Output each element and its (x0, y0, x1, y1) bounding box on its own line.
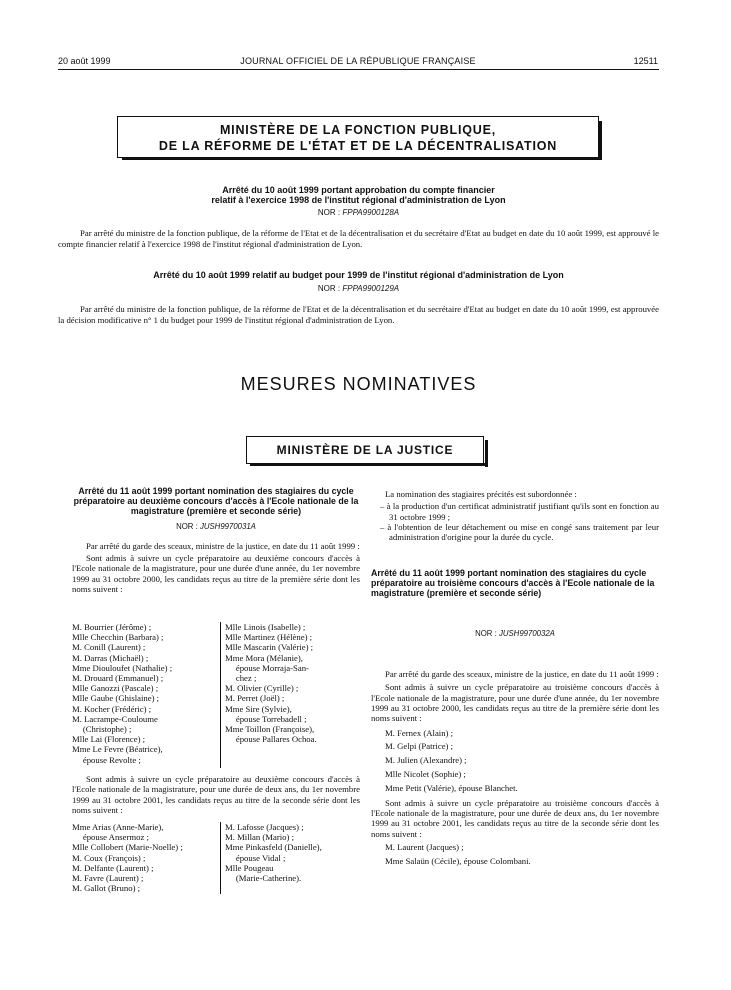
nor-label: NOR : (317, 284, 341, 293)
arrete2-text: Par arrêté du ministre de la fonction publique, de la réforme de l'Etat et de la décentralisation et du secrétaire d'Etat au budget en date du 10 août 1999, est approuvée la décision modificative n° 1 du budget pour 1999 de l'institut régional d'administration de Lyon. (58, 304, 659, 325)
right-p2: Par arrêté du garde des sceaux, ministre de la justice, en date du 11 août 1999 : (385, 669, 659, 680)
ministry-line-1: MINISTÈRE DE LA FONCTION PUBLIQUE, (219, 123, 497, 137)
name-entry: (Marie-Catherine). (225, 873, 302, 884)
nor-code: FPPA9900129A (342, 284, 400, 293)
name-entry: M. Conill (Laurent) ; (72, 642, 146, 653)
header-rule (58, 69, 659, 70)
name-entry: épouse Torrebadell ; (225, 713, 307, 724)
right-p3: Sont admis à suivre un cycle préparatoire au troisième concours d'accès à l'Ecole nationale de la magistrature, pour une durée d'une année, du 1er novembre 1999 au 31 octobre 2000, les candidats reçus au titre de la première série dont les noms suivent : (371, 682, 659, 724)
name-entry: M. Darras (Michaël) ; (72, 652, 149, 663)
names-list-1a (72, 622, 172, 765)
ministry-justice-label: MINISTÈRE DE LA JUSTICE (276, 443, 454, 457)
name-entry: épouse Ansermoz ; (72, 832, 149, 843)
name-entry: M. Laurent (Jacques) ; (385, 841, 464, 852)
name-entry: Mlle Nicolet (Sophie) ; (385, 769, 466, 780)
page-number: 12511 (633, 56, 658, 66)
name-entry: M. Favre (Laurent) ; (72, 873, 144, 884)
name-entry: chez ; (225, 673, 257, 684)
name-entry: Mme Toillon (Françoise), (225, 724, 315, 735)
right-names-list-2 (371, 841, 659, 869)
name-entry: Mme Mora (Mélanie), (225, 652, 303, 663)
arrete2-title: Arrêté du 10 août 1999 relatif au budget pour 1999 de l'institut régional d'administration de Lyon (153, 270, 564, 280)
name-entry: Mme Sire (Sylvie), (225, 703, 292, 714)
name-entry: épouse Revolte ; (72, 754, 141, 765)
name-entry: épouse Morraja-San- (225, 662, 309, 673)
box-shadow-right (599, 121, 602, 160)
right-column (371, 489, 659, 868)
ministry-box-justice (246, 436, 484, 464)
name-entry: M. Lafosse (Jacques) ; (225, 822, 304, 832)
box-shadow-bottom (122, 157, 602, 160)
right-bullet-2: – à l'obtention de leur détachement ou mise en congé sans traitement par leur administration d'origine pour la durée du cycle. (380, 521, 659, 543)
name-entry: épouse Pallares Ochoa. (225, 734, 317, 745)
header-date: 20 août 1999 (58, 56, 111, 66)
name-entry: M. Perret (Joël) ; (225, 693, 285, 704)
name-entry: Mme Arias (Anne-Marie), (72, 822, 164, 832)
name-entry: M. Drouard (Emmanuel) ; (72, 673, 164, 684)
section-title-mesures: MESURES NOMINATIVES (240, 374, 477, 394)
name-entry: Mlle Lai (Florence) ; (72, 734, 146, 745)
right-p4: Sont admis à suivre un cycle préparatoire au troisième concours d'accès à l'Ecole nationale de la magistrature, pour une durée de deux ans, du 1er novembre 1999 au 31 octobre 2001, les candidats reçus au titre de la seconde série dont les noms suivent : (371, 797, 659, 839)
nor-code: JUSH9970031A (199, 522, 256, 532)
nor-label: NOR : (475, 628, 497, 638)
nor-label: NOR : (317, 208, 341, 217)
arrete1-title-line1: Arrêté du 10 août 1999 portant approbation du compte financier (222, 185, 495, 195)
left-p2: Sont admis à suivre un cycle préparatoire au deuxième concours d'accès à l'Ecole nationale de la magistrature, pour une durée d'une année, du 1er novembre 1999 au 31 octobre 2000, les candidats reçus au titre de la première série dont les noms suivent : (72, 552, 360, 594)
name-entry: M. Kocher (Frédéric) ; (72, 703, 152, 714)
name-entry: Mlle Linois (Isabelle) ; (225, 622, 306, 632)
name-entry: Mlle Collobert (Marie-Noelle) ; (72, 842, 183, 853)
names-divider (220, 622, 221, 768)
name-entry: Mlle Pougeau (225, 862, 274, 873)
name-entry: Mlle Martinez (Hélène) ; (225, 632, 313, 643)
name-entry: épouse Vidal ; (225, 852, 286, 863)
name-entry: M. Coux (François) ; (72, 852, 146, 863)
ministry-line-2: DE LA RÉFORME DE L'ÉTAT ET DE LA DÉCENTRALISATION (158, 139, 558, 153)
left-p1: Par arrêté du garde des sceaux, ministre de la justice, en date du 11 août 1999 : (86, 540, 360, 551)
arrete1-text: Par arrêté du ministre de la fonction publique, de la réforme de l'Etat et de la décentralisation et du secrétaire d'Etat au budget en date du 10 août 1999, est approuvé le compte financier relatif à l'exercice 1998 de l'institut régional d'administration de Lyon. (58, 228, 659, 249)
right-names-list-1 (371, 727, 659, 796)
name-entry: Mlle Ganozzi (Pascale) ; (72, 683, 159, 694)
journal-title: JOURNAL OFFICIEL DE LA RÉPUBLIQUE FRANÇAISE (240, 56, 476, 66)
nor-code: FPPA9900128A (342, 208, 400, 217)
right-arrete-title: Arrêté du 11 août 1999 portant nomination des stagiaires du cycle préparatoire au troisième concours d'accès à l'Ecole nationale de la magistrature (première et seconde série) (371, 568, 655, 599)
left-nor (72, 522, 360, 532)
name-entry: M. Fernex (Alain) ; (385, 727, 454, 738)
name-entry: M. Bourrier (Jérôme) ; (72, 622, 152, 632)
box-shadow-bottom (250, 463, 488, 466)
name-entry: M. Olivier (Cyrille) ; (225, 683, 299, 694)
left-column (72, 487, 360, 594)
names-list-1b (225, 622, 317, 744)
name-entry: M. Millan (Mario) ; (225, 832, 295, 843)
name-entry: Mme Diouloufet (Nathalie) ; (72, 662, 173, 673)
arrete2-nor (58, 284, 659, 293)
right-p1: La nomination des stagiaires précités est subordonnée : (385, 489, 577, 499)
name-entry: M. Julien (Alexandre) ; (385, 755, 467, 766)
arrete1-title-line2: relatif à l'exercice 1998 de l'institut régional d'administration de Lyon (211, 195, 506, 205)
arrete1-nor (58, 208, 659, 217)
names-list-2b (225, 822, 322, 883)
right-nor (371, 629, 659, 639)
name-entry: Mme Salaün (Cécile), épouse Colombani. (385, 855, 531, 866)
name-entry: Mme Petit (Valérie), épouse Blanchet. (385, 782, 518, 793)
name-entry: M. Delfante (Laurent) ; (72, 862, 154, 873)
names-divider (220, 822, 221, 894)
name-entry: M. Gallot (Bruno) ; (72, 883, 141, 894)
name-entry: M. Lacrampe-Couloume (72, 713, 158, 724)
left-arrete-title: Arrêté du 11 août 1999 portant nomination des stagiaires du cycle préparatoire au deuxième concours d'accès à l'Ecole nationale de la magistrature (première et seconde série) (73, 486, 359, 516)
names-list-2a (72, 822, 183, 893)
name-entry: M. Gelpi (Patrice) ; (385, 741, 454, 752)
left-p3-block (72, 774, 360, 815)
name-entry: Mlle Checchin (Barbara) ; (72, 632, 164, 643)
name-entry: Mlle Gaube (Ghislaine) ; (72, 693, 160, 704)
nor-code: JUSH9970032A (498, 628, 555, 638)
name-entry: (Christophe) ; (72, 724, 132, 735)
right-bullet-1: – à la production d'un certificat administratif justifiant qu'ils sont en fonction au 31 octobre 1999 ; (380, 501, 659, 522)
left-p3: Sont admis à suivre un cycle préparatoire au deuxième concours d'accès à l'Ecole nationale de la magistrature, pour une durée de deux ans, du 1er novembre 1999 au 31 octobre 2001, les candidats reçus au titre de la seconde série dont les noms suivent : (72, 774, 360, 815)
name-entry: Mme Le Fevre (Béatrice), (72, 744, 163, 755)
nor-label: NOR : (176, 522, 198, 532)
name-entry: Mlle Mascarin (Valérie) ; (225, 642, 314, 653)
name-entry: Mme Pinkasfeld (Danielle), (225, 842, 322, 853)
ministry-box-fonction-publique (117, 116, 599, 158)
